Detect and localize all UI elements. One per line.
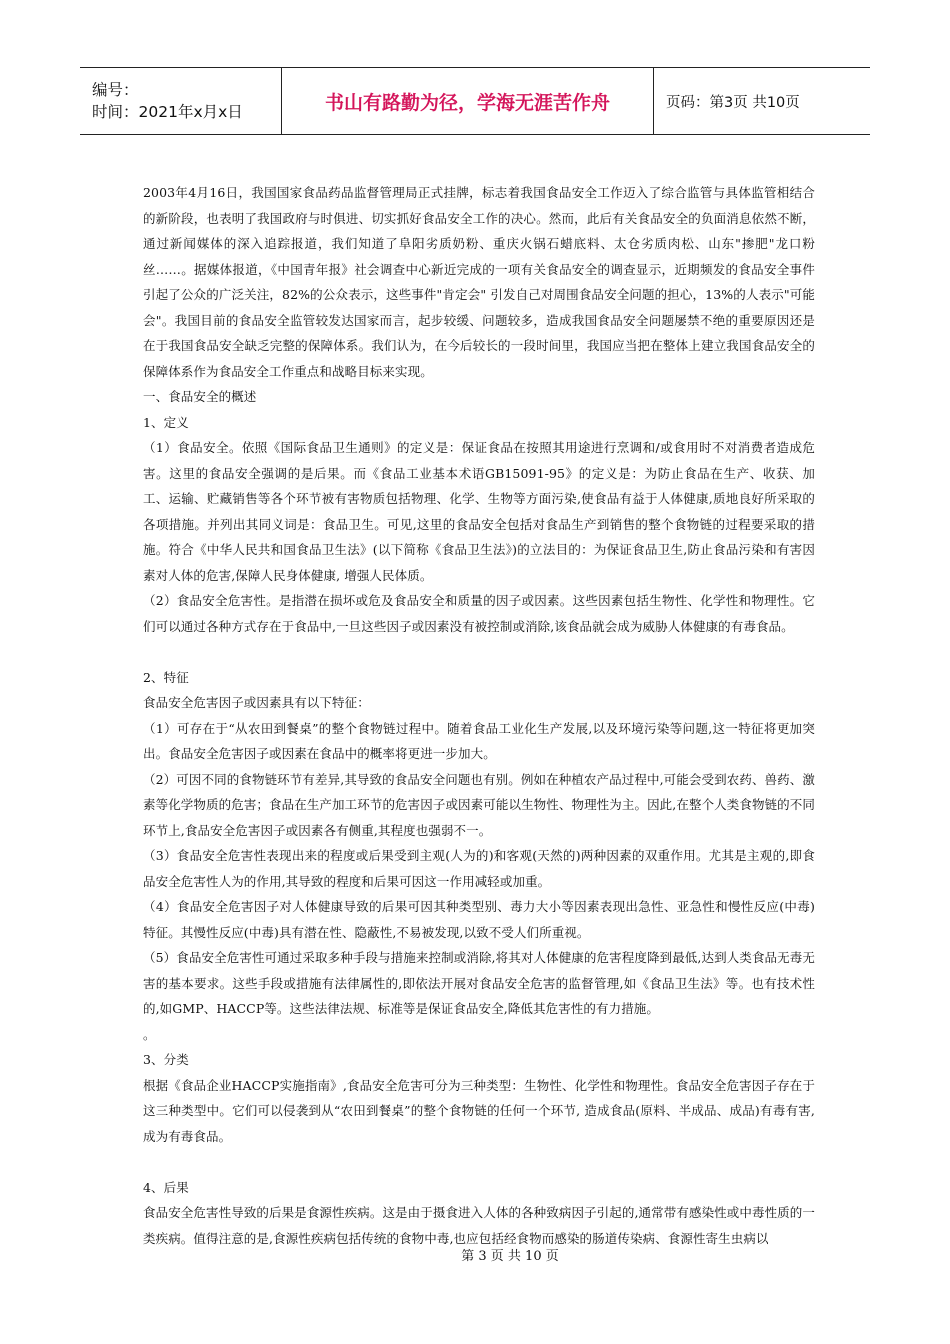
motto-text: 书山有路勤为径，学海无涯苦作舟: [324, 91, 610, 114]
paragraph: （1）食品安全。依照《国际食品卫生通则》的定义是：保证食品在按照其用途进行烹调和/或食用时不对消费者造成危害。这里的食品安全强调的是后果。而《食品工业基本术语GB15091-95》的定义是：为防止食品在生产、收获、加工、运输、贮藏销售等各个环节被有害物质包括物理、化学、生物等方面污染,使食品有益于人体健康,质地良好所采取的各项措施。并列出其同义词是：食品卫生。可见,这里的食品安全包括对食品生产到销售的整个食物链的过程要采取的措施。符合《中华人民共和国食品卫生法》(以下简称《食品卫生法》)的立法目的：为保证食品卫生,防止食品污染和有害因素对人体的危害,保障人民身体健康, 增强人民体质。: [143, 440, 815, 583]
paragraph: 2003年4月16日，我国国家食品药品监督管理局正式挂牌，标志着我国食品安全工作迈入了综合监管与具体监管相结合的新阶段，也表明了我国政府与时俱进、切实抓好食品安全工作的决心。然而，此后有关食品安全的负面消息依然不断，通过新闻媒体的深入追踪报道，我们知道了阜阳劣质奶粉、重庆火锅石蜡底料、太仓劣质肉松、山东"掺肥"龙口粉丝……。据媒体报道，《中国青年报》社会调查中心新近完成的一项有关食品安全的调查显示，近期频发的食品安全事件引起了公众的广泛关注，82%的公众表示，这些事件"肯定会" 引发自己对周围食品安全问题的担心，13%的人表示"可能会"。我国目前的食品安全监管较发达国家而言，起步较缓、问题较多，造成我国食品安全问题屡禁不绝的重要原因还是在于我国食品安全缺乏完整的保障体系。我们认为，在今后较长的一段时间里，我国应当把在整体上建立我国食品安全的保障体系作为食品安全工作重点和战略目标来实现。: [143, 185, 815, 379]
paragraph: （2）可因不同的食物链环节有差异,其导致的食品安全问题也有别。例如在种植农产品过程中,可能会受到农药、兽药、激素等化学物质的危害；食品在生产加工环节的危害因子或因素可能以生物性、物理性为主。因此,在整个人类食物链的不同环节上,食品安全危害因子或因素各有侧重,其程度也强弱不一。: [143, 771, 815, 838]
paragraph: （4）食品安全危害因子对人体健康导致的后果可因其种类型别、毒力大小等因素表现出急性、亚急性和慢性反应(中毒)特征。其慢性反应(中毒)具有潜在性、隐蔽性,不易被发现,以致不受人们所重视。: [143, 899, 815, 940]
paragraph: 根据《食品企业HACCP实施指南》,食品安全危害可分为三种类型：生物性、化学性和物理性。食品安全危害因子存在于这三种类型中。它们可以侵袭到从“农田到餐桌”的整个食物链的任何一个环节, 造成食品(原料、半成品、成品)有毒有害,成为有毒食品。: [143, 1077, 815, 1144]
subsection-heading: 3、分类: [143, 1052, 189, 1067]
page-footer: [0, 1245, 950, 1264]
document-body: [143, 180, 815, 1251]
paragraph: （1）可存在于“从农田到餐桌”的整个食物链过程中。随着食品工业化生产发展,以及环境污染等问题,这一特征将更加突出。食品安全危害因子或因素在食品中的概率将更进一步加大。: [143, 720, 815, 761]
paragraph: 。: [143, 1026, 156, 1042]
header-page-info: [654, 68, 870, 134]
date-label: 时间：2021年x月x日: [92, 103, 243, 121]
serial-label: 编号：: [92, 81, 139, 99]
paragraph: 食品安全危害因子或因素具有以下特征：: [143, 695, 370, 710]
page-header: [80, 67, 870, 135]
page-info-text: 页码：第3页 共10页: [666, 94, 800, 111]
blank-line: [143, 639, 815, 665]
header-motto: [282, 68, 654, 134]
section-heading: 一、食品安全的概述: [143, 389, 257, 404]
subsection-heading: 1、定义: [143, 414, 189, 430]
blank-line: [143, 1149, 815, 1175]
header-meta: [80, 68, 282, 134]
paragraph: 食品安全危害性导致的后果是食源性疾病。这是由于摄食进入人体的各种致病因子引起的,通常带有感染性或中毒性质的一类疾病。值得注意的是,食源性疾病包括传统的食物中毒,也应包括经食物而感染的肠道传染病、食源性寄生虫病以: [143, 1205, 815, 1246]
paragraph: （5）食品安全危害性可通过采取多种手段与措施来控制或消除,将其对人体健康的危害程度降到最低,达到人类食品无毒无害的基本要求。这些手段或措施有法律属性的,即依法开展对食品安全危害的监督管理,如《食品卫生法》等。也有技术性的,如GMP、HACCP等。这些法律法规、标准等是保证食品安全,降低其危害性的有力措施。: [143, 950, 815, 1016]
footer-page-number: 第 3 页 共 10 页: [461, 1249, 559, 1264]
subsection-heading: 4、后果: [143, 1179, 189, 1195]
subsection-heading: 2、特征: [143, 669, 189, 685]
paragraph: （3）食品安全危害性表现出来的程度或后果受到主观(人为的)和客观(天然的)两种因素的双重作用。尤其是主观的,即食品安全危害性人为的作用,其导致的程度和后果可因这一作用减轻或加重。: [143, 848, 815, 889]
paragraph: （2）食品安全危害性。是指潜在损坏或危及食品安全和质量的因子或因素。这些因素包括生物性、化学性和物理性。它们可以通过各种方式存在于食品中,一旦这些因子或因素没有被控制或消除,该食品就会成为威胁人体健康的有毒食品。: [143, 593, 815, 634]
